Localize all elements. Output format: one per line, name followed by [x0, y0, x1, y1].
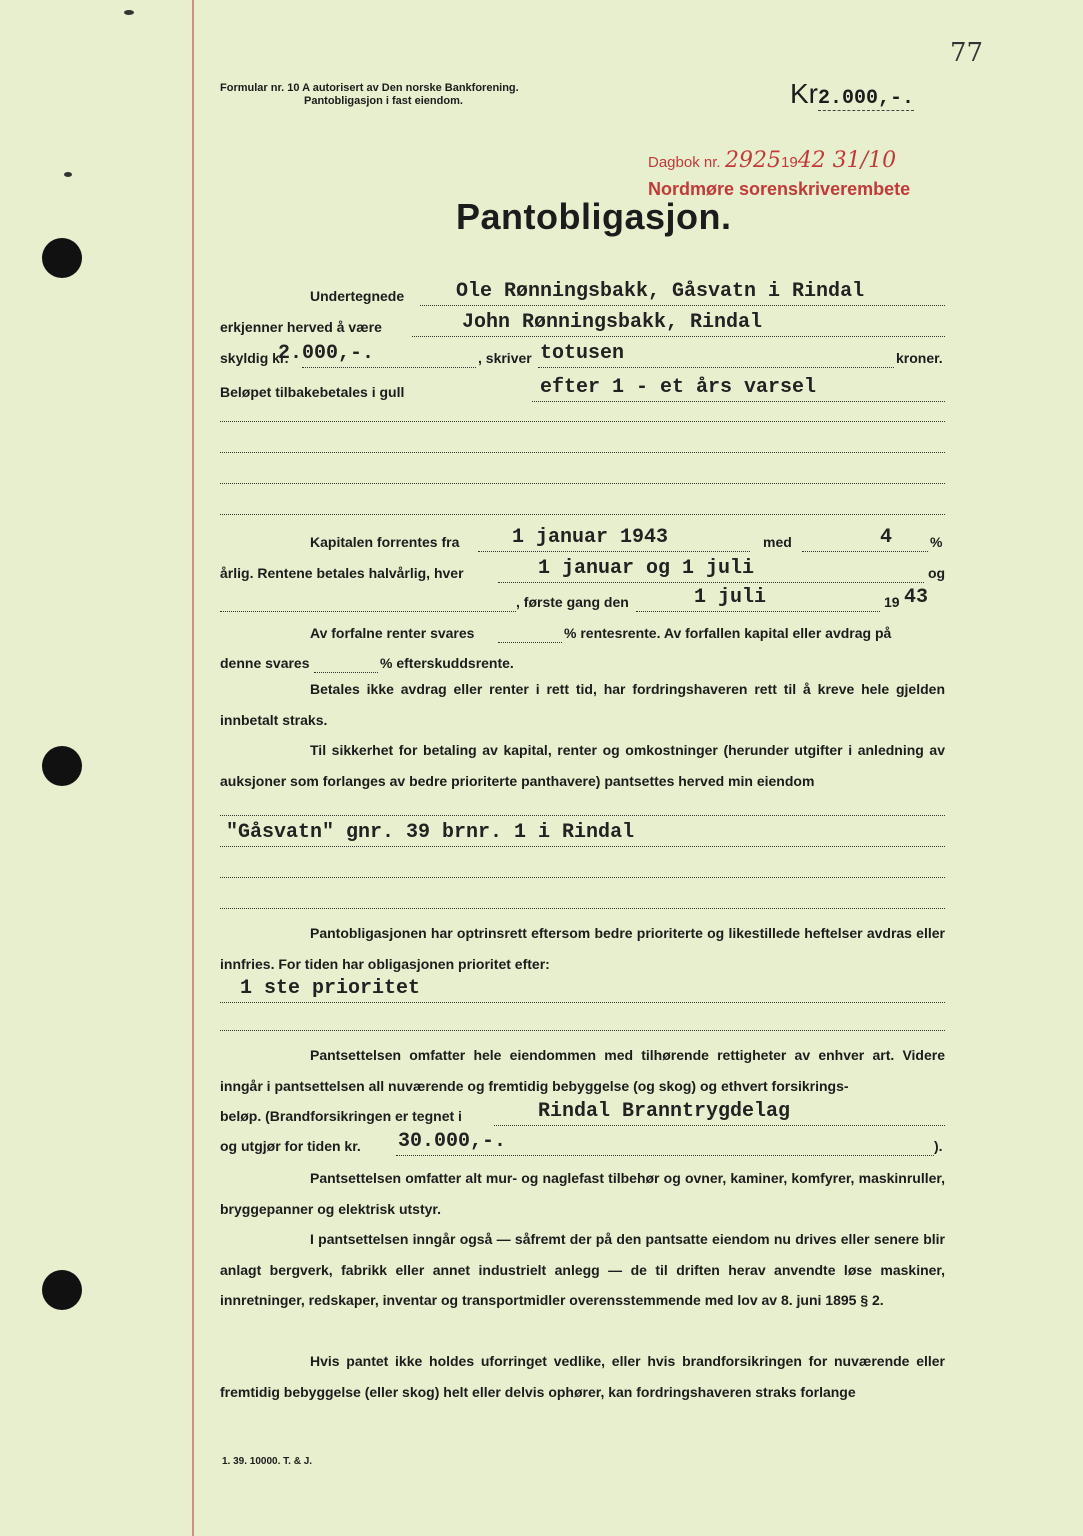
- year-prefix: 19: [781, 154, 798, 171]
- insurer-value: Rindal Branntrygdelag: [538, 1100, 791, 1123]
- med-label: med: [763, 534, 792, 550]
- blank-line: [220, 877, 945, 878]
- blank-line: [220, 452, 945, 453]
- kr-amount: 2.000,-.: [818, 87, 915, 110]
- margin-line: [192, 0, 194, 1536]
- blank-line: [220, 483, 945, 484]
- punch-hole: [42, 1270, 82, 1310]
- kr-label: Kr: [790, 78, 818, 109]
- stamp-date: 42 31/10: [797, 148, 897, 173]
- forfalne-label: Av forfalne renter svares: [310, 625, 475, 641]
- utgjor-label: og utgjør for tiden kr.: [220, 1138, 361, 1154]
- paragraph-pantsettelsen: Pantsettelsen omfatter hele eiendommen med tilhørende rettigheter av enhver art. Videre inngår i pantsettelsen all nuværende og fremtidig bebyggelse (og skog) og ethvert forsikrings-: [220, 1047, 945, 1094]
- row-kapitalen: [220, 526, 945, 552]
- arlig-value: 1 januar og 1 juli: [538, 557, 755, 580]
- insured-value: 30.000,-.: [398, 1130, 507, 1153]
- fill-line: [220, 585, 516, 612]
- efterskudd-label: % efterskuddsrente.: [380, 655, 514, 671]
- fill-line: [314, 646, 378, 673]
- form-header: [220, 82, 519, 108]
- row-undertegnede: [220, 280, 945, 306]
- year-label: 19: [884, 594, 900, 610]
- row-priority: [220, 977, 945, 1003]
- close-paren: ).: [934, 1138, 943, 1154]
- property-value: "Gåsvatn" gnr. 39 brnr. 1 i Rindal: [226, 821, 635, 844]
- office-name: Nordmøre sorenskriverembete: [648, 179, 911, 199]
- rate-value: 4: [880, 526, 893, 549]
- blank-line: [220, 815, 945, 816]
- skriver-value: totusen: [540, 342, 625, 365]
- undertegnede-value: Ole Rønningsbakk, Gåsvatn i Rindal: [456, 280, 865, 303]
- fill-line: [498, 616, 562, 643]
- paragraph-tilbehor: Pantsettelsen omfatter alt mur- og naglefast tilbehør og ovner, kaminer, komfyrer, maskinruller, bryggepanner og elektrisk utstyr.: [220, 1170, 945, 1217]
- svares-label: denne svares: [220, 655, 310, 671]
- row-erkjenner: [220, 311, 945, 337]
- paragraph-sikkerhet: Til sikkerhet for betaling av kapital, renter og omkostninger (herunder utgifter i anledning av auksjoner som forlanges av bedre prioriterte panthavere) pantsettes herved min eiendom: [220, 742, 945, 789]
- blank-line: [220, 1030, 945, 1031]
- row-property: [220, 821, 945, 847]
- belopet-label: Beløpet tilbakebetales i gull: [220, 384, 405, 400]
- print-footer: 1. 39. 10000. T. & J.: [222, 1456, 313, 1467]
- forste-label: , første gang den: [516, 594, 629, 610]
- registry-stamp: [648, 148, 910, 202]
- og-label: og: [928, 565, 946, 581]
- arlig-label: årlig. Rentene betales halvårlig, hver: [220, 565, 464, 581]
- kroner-label: kroner.: [896, 350, 943, 366]
- row-skyldig: [220, 342, 945, 368]
- erkjenner-label: erkjenner herved å være: [220, 319, 382, 335]
- skriver-label: , skriver: [478, 350, 532, 366]
- row-brandforsikring: [220, 1100, 945, 1126]
- punch-hole: [42, 238, 82, 278]
- amount-header: [790, 78, 914, 110]
- erkjenner-value: John Rønningsbakk, Rindal: [462, 311, 763, 334]
- form-line-2: Pantobligasjon i fast eiendom.: [304, 95, 463, 107]
- skyldig-value: 2.000,-.: [278, 342, 375, 365]
- rentesrente-label: % rentesrente. Av forfallen kapital eller avdrag på: [564, 625, 892, 641]
- punch-hole: [42, 746, 82, 786]
- row-arlig: [220, 557, 945, 583]
- row-utgjor: [220, 1130, 945, 1156]
- blank-line: [220, 421, 945, 422]
- page-number: 77: [950, 38, 984, 68]
- row-belopet: [220, 376, 945, 402]
- percent-sign: %: [930, 534, 943, 550]
- belop-label: beløp. (Brandforsikringen er tegnet i: [220, 1108, 462, 1124]
- skyldig-label: skyldig kr.: [220, 350, 289, 366]
- document-title: Pantobligasjon.: [456, 196, 732, 237]
- paragraph-optrinsrett: Pantobligasjonen har optrinsrett eftersom bedre prioriterte og likestillede heftelser avdras eller innfries. For tiden har obligasjonen prioritet efter:: [220, 925, 945, 972]
- row-efterskudd: [220, 647, 945, 673]
- forste-value: 1 juli: [694, 586, 767, 609]
- year-value: 43: [904, 586, 929, 609]
- blank-line: [220, 514, 945, 515]
- row-forste: [220, 586, 945, 612]
- ink-speck: [124, 10, 134, 15]
- fill-line: [802, 525, 928, 552]
- ink-speck: [64, 172, 72, 177]
- kapitalen-label: Kapitalen forrentes fra: [310, 534, 460, 550]
- priority-value: 1 ste prioritet: [240, 977, 421, 1000]
- kapitalen-value: 1 januar 1943: [512, 526, 669, 549]
- row-forfalne: [220, 617, 945, 643]
- undertegnede-label: Undertegnede: [310, 288, 405, 304]
- paragraph-industri: I pantsettelsen inngår også — såfremt der på den pantsatte eiendom nu drives eller senere blir anlagt bergverk, fabrikk eller annet industrielt anlegg — de til driften herav anvendte løse maskiner, innretninger, redskaper, inventar og transportmidler overensstemmende med lov av 8. juni 1895 § 2.: [220, 1231, 945, 1308]
- blank-line: [220, 908, 945, 909]
- paragraph-betales: Betales ikke avdrag eller renter i rett tid, har fordringshaveren rett til å kreve hele gjelden innbetalt straks.: [220, 681, 945, 728]
- form-line-1: Formular nr. 10 A autorisert av Den norske Bankforening.: [220, 82, 519, 94]
- belopet-value: efter 1 - et års varsel: [540, 376, 817, 399]
- paragraph-vedlike: Hvis pantet ikke holdes uforringet vedlike, eller hvis brandforsikringen for nuværende eller fremtidig bebyggelse (eller skog) helt eller delvis ophører, kan fordringshaveren straks forlange: [220, 1353, 945, 1400]
- dagbok-label: Dagbok nr.: [648, 154, 721, 171]
- dagbok-value: 2925: [725, 148, 781, 173]
